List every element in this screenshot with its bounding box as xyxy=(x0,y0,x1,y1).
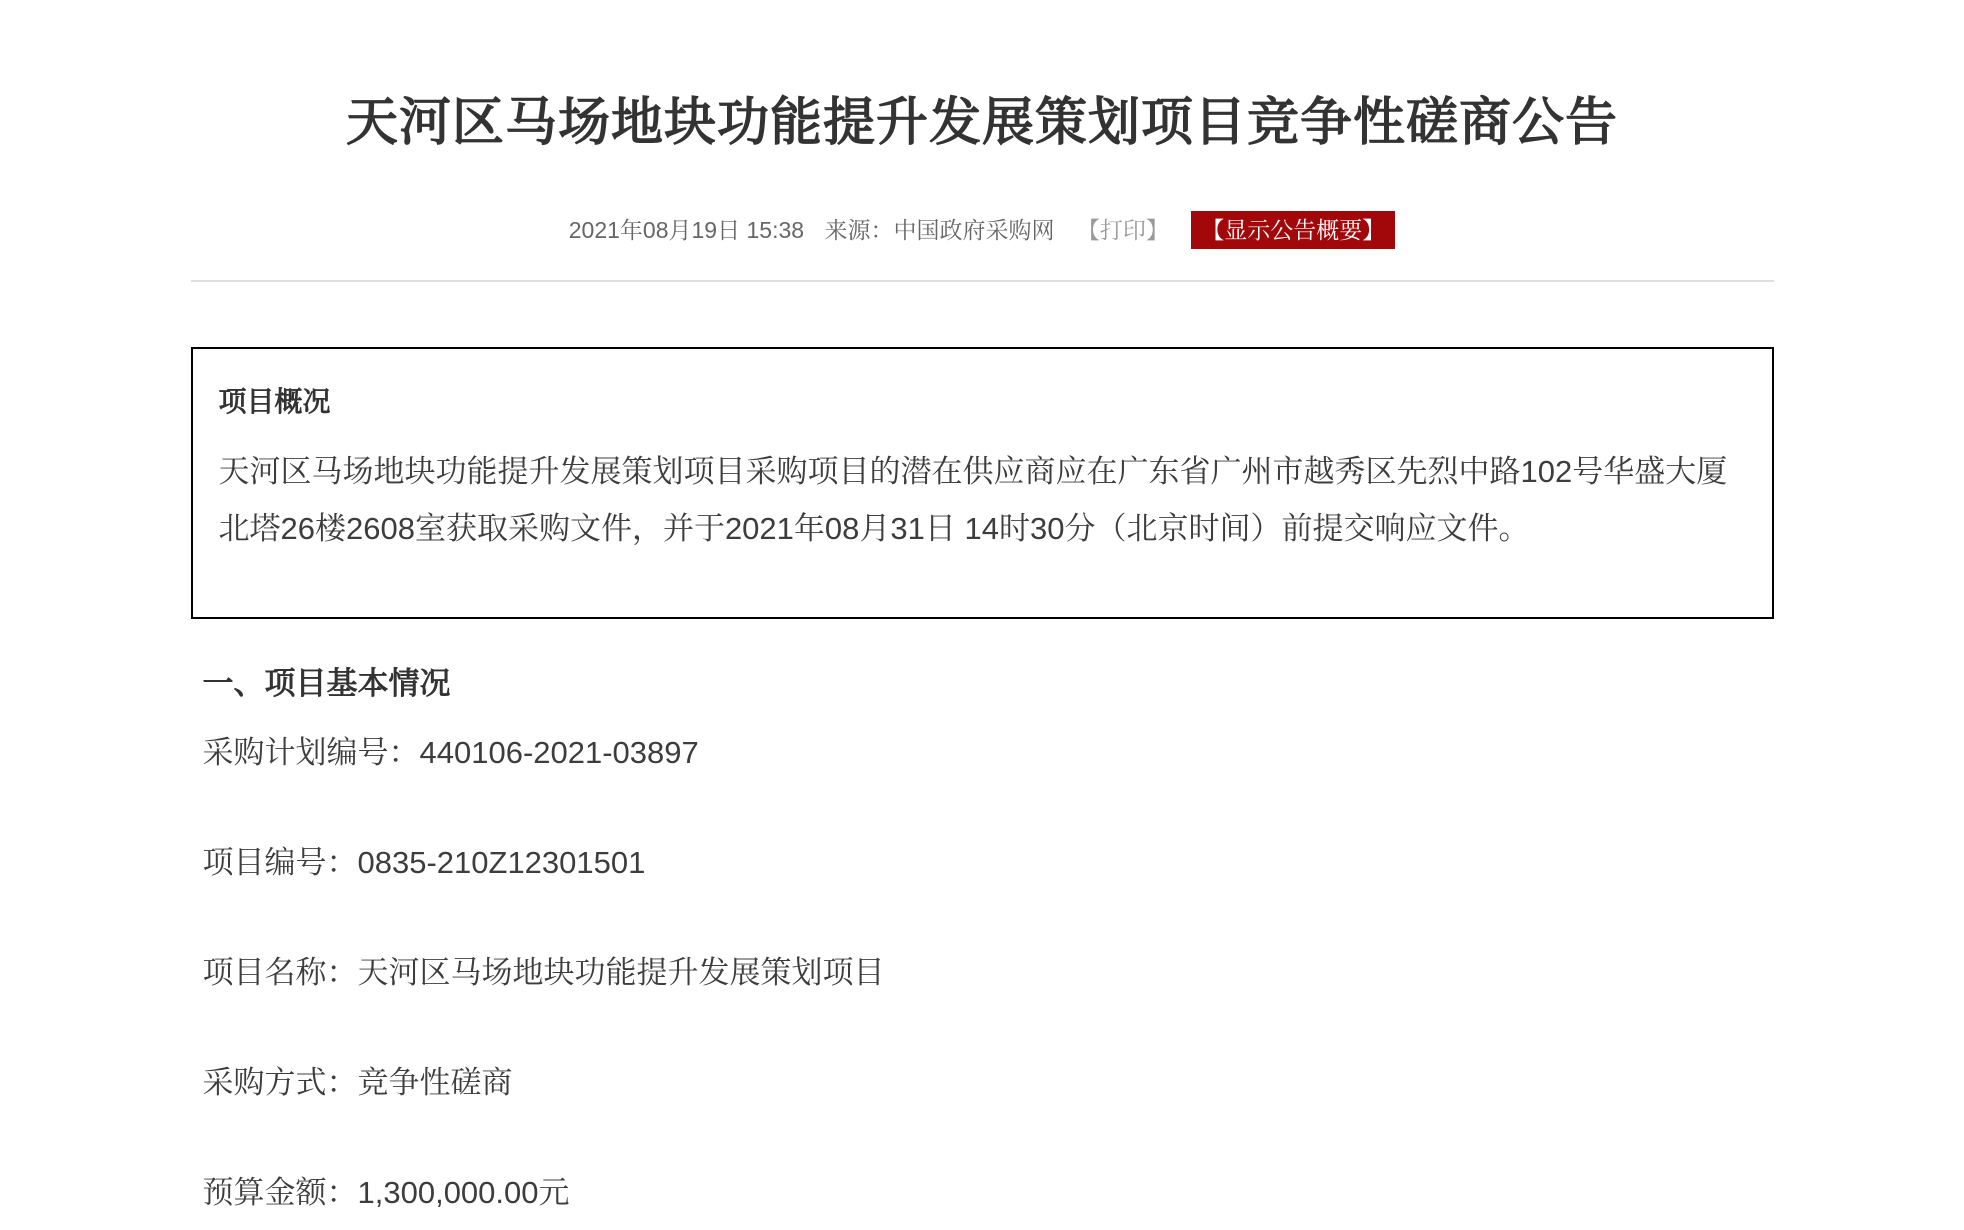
page-title: 天河区马场地块功能提升发展策划项目竞争性磋商公告 xyxy=(345,94,1618,152)
field-procurement-plan-no xyxy=(203,730,1774,775)
meta-divider xyxy=(191,280,1774,282)
overview-heading: 项目概况 xyxy=(218,386,331,417)
source-label: 来源：中国政府采购网 xyxy=(824,217,1055,243)
field-label: 预算金额： xyxy=(202,1175,358,1210)
field-value: 天河区马场地块功能提升发展策划项目 xyxy=(357,955,885,990)
project-overview-box xyxy=(191,347,1774,619)
field-value: 1,300,000.00元 xyxy=(357,1175,570,1210)
field-label: 项目名称： xyxy=(202,955,358,990)
article-meta xyxy=(191,211,1774,249)
show-summary-toggle[interactable]: 【显示公告概要】 xyxy=(1191,211,1395,249)
print-button[interactable]: 【打印】 xyxy=(1076,217,1169,243)
overview-body: 天河区马场地块功能提升发展策划项目采购项目的潜在供应商应在广东省广州市越秀区先烈中路102号华盛大厦北塔26楼2608室获取采购文件，并于2021年08月31日 14时30分（北京时间）前提交响应文件。 xyxy=(218,454,1728,546)
field-project-name xyxy=(203,950,1774,995)
basic-info-fields xyxy=(191,730,1774,1215)
basic-info-heading: 一、项目基本情况 xyxy=(202,666,451,701)
announcement-article xyxy=(191,0,1774,1215)
field-label: 采购计划编号： xyxy=(202,735,420,770)
field-label: 采购方式： xyxy=(202,1065,358,1100)
field-procurement-method xyxy=(203,1060,1774,1105)
field-budget-amount xyxy=(203,1170,1774,1215)
field-value: 0835-210Z12301501 xyxy=(357,845,646,880)
field-label: 项目编号： xyxy=(202,845,358,880)
field-value: 竞争性磋商 xyxy=(357,1065,513,1100)
publish-datetime: 2021年08月19日 15:38 xyxy=(568,217,805,243)
field-project-no xyxy=(203,840,1774,885)
field-value: 440106-2021-03897 xyxy=(419,735,699,770)
